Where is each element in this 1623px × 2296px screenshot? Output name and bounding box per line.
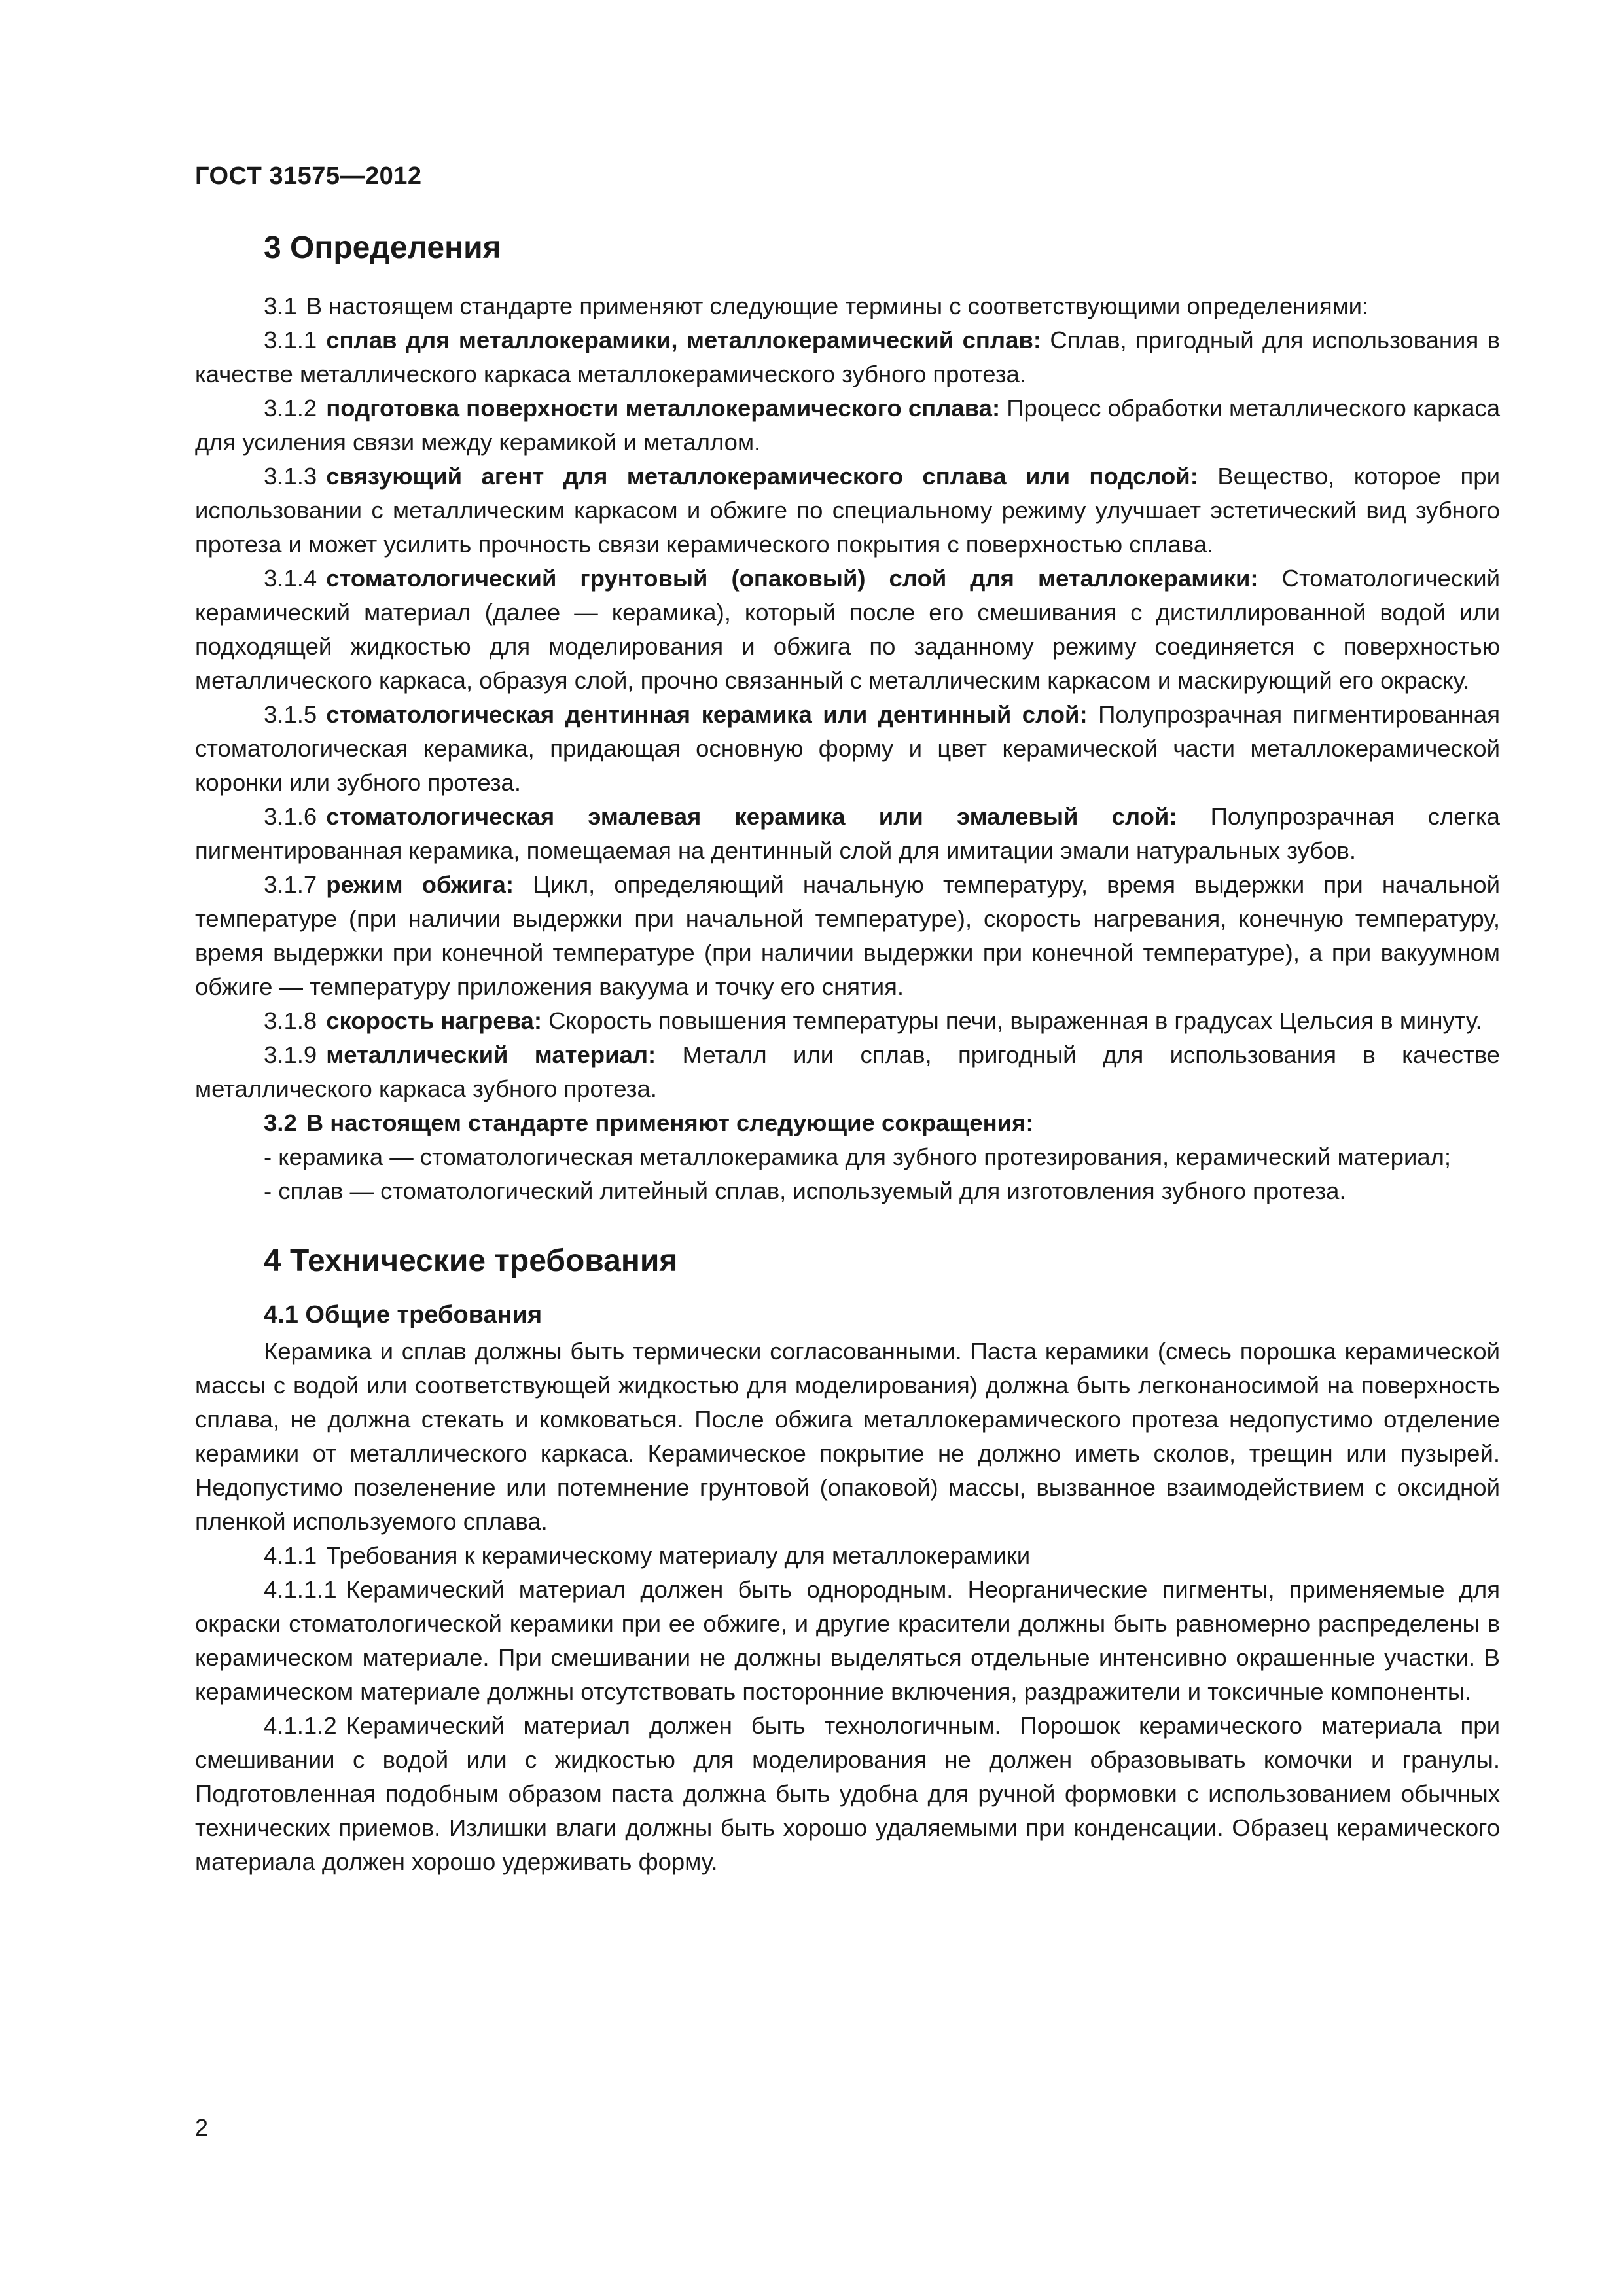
paragraph-3-1 xyxy=(195,289,1500,323)
clause-number: 3.1.6 xyxy=(264,802,317,830)
defined-term: стоматологическая эмалевая керамика или эмалевый слой: xyxy=(326,802,1177,830)
clause-text: Керамический материал должен быть однородным. Неорганические пигменты, применяемые для окраски стоматологической керамики при ее обжиге, и другие красители должны быть равномерно распределены в керамическом материале. При смешивании не должны выделяться отдельные интенсивно окрашенные участки. В керамическом материале должны отсутствовать посторонние включения, раздражители и токсичные компоненты. xyxy=(195,1575,1500,1705)
defined-term: стоматологическая дентинная керамика или дентинный слой: xyxy=(326,700,1088,728)
clause-text: В настоящем стандарте применяют следующие термины с соответствующими определениями: xyxy=(306,292,1369,319)
defined-term: связующий агент для металлокерамического сплава или подслой: xyxy=(326,462,1198,490)
definition-text: Полупрозрачная пигментированная стоматологическая керамика, придающая основную форму и цвет керамической части металлокерамической коронки или зубного протеза. xyxy=(195,700,1500,796)
paragraph-4-1-1-2 xyxy=(195,1709,1500,1879)
definition-3-1-6 xyxy=(195,800,1500,868)
defined-term: подготовка поверхности металлокерамического сплава: xyxy=(326,394,1001,422)
definition-text: Цикл, определяющий начальную температуру, время выдержки при начальной температуре (при наличии выдержки при начальной температуре), скорость нагревания, конечную температуру, время выдержки при конечной температуре (при наличии выдержки при конечной температуре), а при вакуумном обжиге — температуру приложения вакуума и точку его снятия. xyxy=(195,870,1500,1000)
clause-text: В настоящем стандарте применяют следующие сокращения: xyxy=(306,1109,1034,1136)
subsection-4-1-title: 4.1 Общие требования xyxy=(264,1301,543,1329)
definition-text: Стоматологический керамический материал (далее — керамика), который после его смешивания с дистиллированной водой или подходящей жидкостью для моделирования и обжига по заданному режиму соединяется с поверхностью металлического каркаса, образуя слой, прочно связанный с металлическим каркасом и маскирующий его окраску. xyxy=(195,564,1500,694)
general-requirements-text: Керамика и сплав должны быть термически согласованными. Паста керамики (смесь порошка керамической массы с водой или соответствующей жидкостью для моделирования) должна быть легконаносимой на поверхность сплава, не должна стекать и комковаться. После обжига металлокерамического протеза недопустимо отделение керамики от металлического каркаса. Керамическое покрытие не должно иметь сколов, трещин или пузырей. Недопустимо позеленение или потемнение грунтовой (опаковой) массы, вызванное взаимодействием с оксидной пленкой используемого сплава. xyxy=(195,1337,1500,1535)
definition-3-1-9 xyxy=(195,1038,1500,1106)
definition-3-1-1 xyxy=(195,323,1500,391)
section-4-title: 4 Технические требования xyxy=(264,1243,678,1278)
clause-number: 3.2 xyxy=(264,1109,297,1136)
abbreviation-item: - керамика — стоматологическая металлокерамика для зубного протезирования, керамический материал; xyxy=(264,1143,1452,1170)
clause-number: 4.1.1.2 xyxy=(264,1712,337,1739)
clause-number: 3.1.8 xyxy=(264,1007,317,1034)
abbreviation-item: - сплав — стоматологический литейный сплав, используемый для изготовления зубного протеза. xyxy=(264,1177,1346,1204)
clause-number: 4.1.1 xyxy=(264,1541,317,1569)
definition-3-1-5 xyxy=(195,698,1500,800)
defined-term: металлический материал: xyxy=(326,1041,656,1068)
clause-number: 3.1.4 xyxy=(264,564,317,592)
clause-number: 3.1.3 xyxy=(264,462,317,490)
definition-3-1-4 xyxy=(195,562,1500,698)
paragraph-3-2 xyxy=(195,1106,1500,1140)
clause-text: Керамический материал должен быть технологичным. Порошок керамического материала при смешивании с водой или с жидкостью для моделирования не должен образовывать комочки и гранулы. Подготовленная подобным образом паста должна быть удобна для ручной формовки с использованием обычных технических приемов. Излишки влаги должны быть хорошо удаляемыми при конденсации. Образец керамического материала должен хорошо удерживать форму. xyxy=(195,1712,1500,1875)
page-number: 2 xyxy=(195,2114,209,2141)
paragraph-4-1-1 xyxy=(195,1539,1500,1573)
paragraph-4-1-1-1 xyxy=(195,1573,1500,1709)
definition-3-1-3 xyxy=(195,459,1500,562)
clause-number: 3.1 xyxy=(264,292,297,319)
definition-3-1-2 xyxy=(195,391,1500,459)
defined-term: скорость нагрева: xyxy=(326,1007,542,1034)
clause-number: 3.1.9 xyxy=(264,1041,317,1068)
defined-term: сплав для металлокерамики, металлокерамический сплав: xyxy=(326,326,1042,353)
page-content xyxy=(195,229,1500,1879)
definition-text: Процесс обработки металлического каркаса для усиления связи между керамикой и металлом. xyxy=(195,394,1500,456)
definition-text: Металл или сплав, пригодный для использования в качестве металлического каркаса зубного протеза. xyxy=(195,1041,1500,1102)
clause-number: 3.1.2 xyxy=(264,394,317,422)
clause-number: 3.1.1 xyxy=(264,326,317,353)
document-page xyxy=(195,0,1500,2296)
defined-term: стоматологический грунтовый (опаковый) слой для металлокерамики: xyxy=(326,564,1258,592)
definition-text: Полупрозрачная слегка пигментированная керамика, помещаемая на дентинный слой для имитации эмали натуральных зубов. xyxy=(195,802,1500,864)
definition-3-1-8 xyxy=(195,1004,1500,1038)
definition-text: Скорость повышения температуры печи, выраженная в градусах Цельсия в минуту. xyxy=(548,1007,1482,1034)
clause-number: 3.1.7 xyxy=(264,870,317,898)
clause-number: 4.1.1.1 xyxy=(264,1575,337,1603)
defined-term: режим обжига: xyxy=(326,870,514,898)
document-id: ГОСТ 31575—2012 xyxy=(195,162,422,190)
section-3-title: 3 Определения xyxy=(264,230,501,265)
definition-3-1-7 xyxy=(195,868,1500,1004)
definition-text: Вещество, которое при использовании с металлическим каркасом и обжиге по специальному режиму улучшает эстетический вид зубного протеза и может усилить прочность связи керамического покрытия с поверхностью сплава. xyxy=(195,462,1500,558)
definition-text: Сплав, пригодный для использования в качестве металлического каркаса металлокерамического зубного протеза. xyxy=(195,326,1500,387)
clause-text: Требования к керамическому материалу для металлокерамики xyxy=(326,1541,1031,1569)
clause-number: 3.1.5 xyxy=(264,700,317,728)
